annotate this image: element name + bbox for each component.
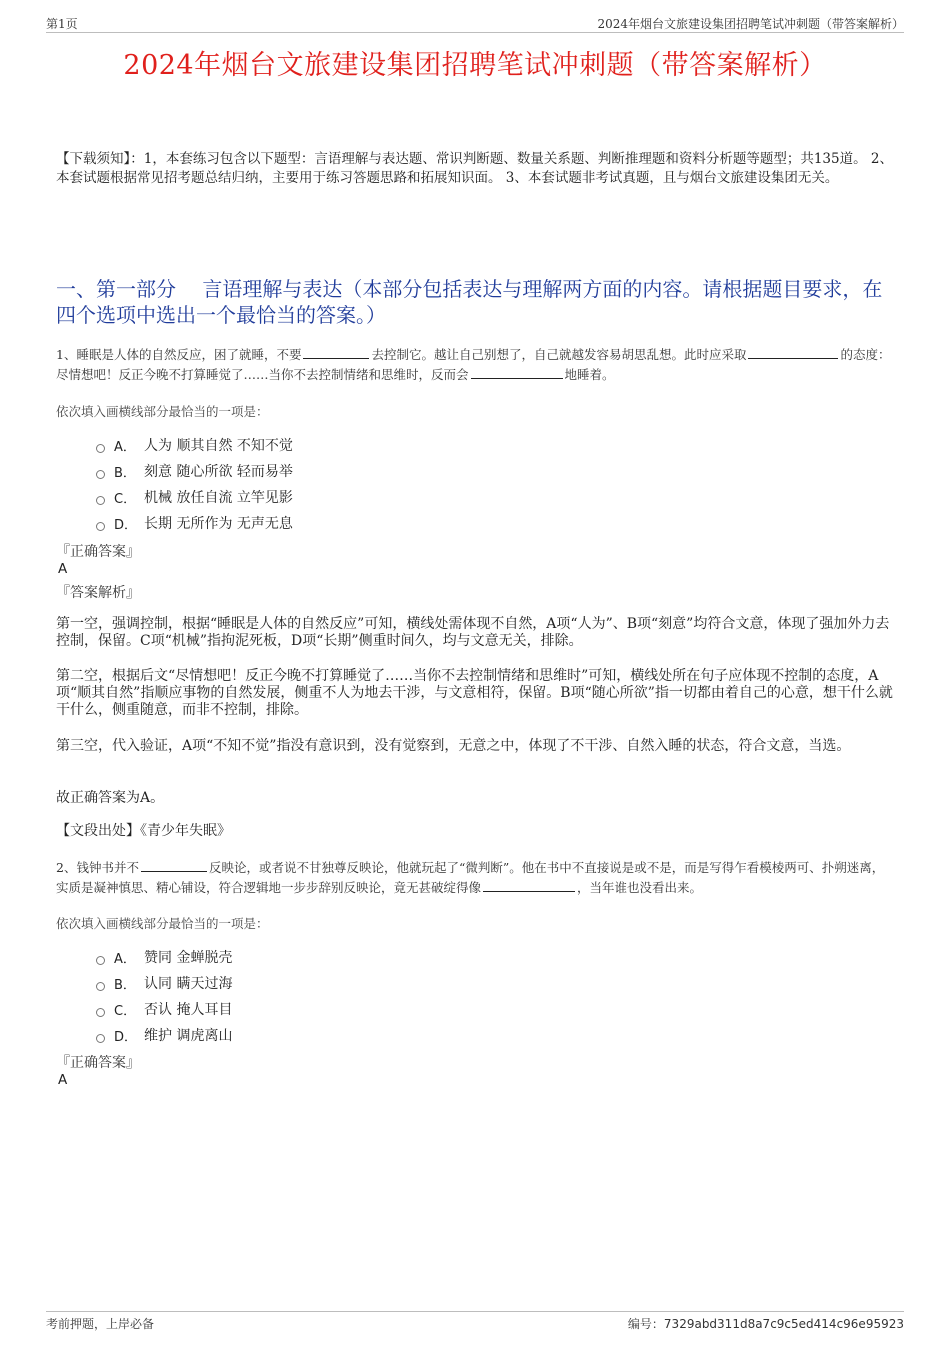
fill-blank (303, 346, 369, 359)
analysis-conclusion: 故正确答案为A。 (56, 790, 165, 806)
footer-slogan: 考前押题，上岸必备 (46, 1317, 155, 1331)
option-a[interactable]: A． 赞同 金蝉脱壳 (96, 944, 232, 970)
radio-icon[interactable] (96, 444, 105, 453)
fill-blank (141, 859, 207, 872)
page-footer (46, 1311, 904, 1332)
q1-text-part: 的态度：尽情想吧！反正今晚不打算睡觉了……当你不去控制情绪和思维时，反而会 (56, 347, 891, 382)
radio-icon[interactable] (96, 1034, 105, 1043)
analysis-label: 『答案解析』 (56, 585, 140, 601)
page-number: 第1页 (46, 17, 78, 31)
option-b[interactable]: B． 认同 瞒天过海 (96, 970, 232, 996)
radio-icon[interactable] (96, 470, 105, 479)
analysis-paragraph-3: 第三空，代入验证，A项“不知不觉”指没有意识到，没有觉察到，无意之中，体现了不干涉、自然入睡的状态，符合文意，当选。 (56, 738, 851, 754)
q2-text-part: 2、钱钟书并不 (56, 860, 139, 875)
option-d[interactable]: D． 长期 无所作为 无声无息 (96, 510, 293, 536)
correct-answer: A (58, 1072, 68, 1088)
radio-icon[interactable] (96, 1008, 105, 1017)
fill-blank (483, 879, 575, 892)
q2-text-part: ，当年谁也没看出来。 (577, 880, 703, 895)
question-2-prompt: 依次填入画横线部分最恰当的一项是： (56, 916, 269, 931)
fill-blank (471, 366, 563, 379)
question-1-prompt: 依次填入画横线部分最恰当的一项是： (56, 404, 269, 419)
question-2-text (56, 858, 892, 898)
analysis-paragraph-1: 第一空，强调控制，根据“睡眠是人体的自然反应”可知，横线处需体现不自然，A项“人为”、B项“刻意”均符合文意，体现了强加外力去控制，保留。C项“机械”指拘泥死板，D项“长期”侧重时间久，均与文意无关，排除。 (56, 616, 890, 649)
document-code: 编号：7329abd311d8a7c9c5ed414c96e95923 (627, 1317, 904, 1331)
radio-icon[interactable] (96, 522, 105, 531)
q2-text-part: 反映论，或者说不甘独尊反映论，他就玩起了“微判断”。他在书中不直接说是或不是，而是写得乍看模棱两可、扑朔迷离，实质是凝神慎思、精心铺设，符合逻辑地一步步辞别反映论，竟无甚破绽得像 (56, 860, 885, 895)
radio-icon[interactable] (96, 982, 105, 991)
analysis-paragraph-2: 第二空，根据后文“尽情想吧！反正今晚不打算睡觉了……当你不去控制情绪和思维时”可知，横线处所在句子应体现不控制的态度，A项“顺其自然”指顺应事物的自然发展，侧重不人为地去干涉，与文意相符，保留。B项“随心所欲”指一切都由着自己的心意，想干什么就干什么，侧重随意，而非不控制，排除。 (56, 668, 893, 718)
q1-text-part: 去控制它。越让自己别想了，自己就越发容易胡思乱想。此时应采取 (371, 347, 747, 362)
correct-answer-label: 『正确答案』 (56, 544, 140, 560)
q1-text-part: 地睡着。 (564, 367, 615, 382)
question-1-options (96, 432, 293, 536)
radio-icon[interactable] (96, 496, 105, 505)
q1-text-part: 1、睡眠是人体的自然反应，困了就睡，不要 (56, 347, 302, 362)
option-c[interactable]: C． 机械 放任自流 立竿见影 (96, 484, 293, 510)
document-title: 2024年烟台文旅建设集团招聘笔试冲刺题（带答案解析） (123, 50, 827, 81)
download-notice: 【下载须知】：1，本套练习包含以下题型：言语理解与表达题、常识判断题、数量关系题、判断推理题和资料分析题等题型；共135道。 2、本套试题根据常见招考题总结归纳，主要用于练习答题思路和拓展知识面。 3、本套试题非考试真题，且与烟台文旅建设集团无关。 (56, 151, 893, 186)
option-c[interactable]: C． 否认 掩人耳目 (96, 996, 232, 1022)
fill-blank (748, 346, 838, 359)
question-2-options (96, 944, 232, 1048)
text-source: 【文段出处】《青少年失眠》 (56, 823, 231, 839)
option-b[interactable]: B． 刻意 随心所欲 轻而易举 (96, 458, 293, 484)
header-doc-title: 2024年烟台文旅建设集团招聘笔试冲刺题（带答案解析） (597, 17, 904, 31)
radio-icon[interactable] (96, 956, 105, 965)
option-a[interactable]: A． 人为 顺其自然 不知不觉 (96, 432, 293, 458)
section-heading: 一、第一部分 言语理解与表达（本部分包括表达与理解两方面的内容。请根据题目要求，在四个选项中选出一个最恰当的答案。） (56, 277, 883, 327)
page-header (46, 14, 904, 33)
correct-answer-label: 『正确答案』 (56, 1055, 140, 1071)
question-1-text (56, 345, 892, 385)
correct-answer: A (58, 561, 68, 577)
option-d[interactable]: D． 维护 调虎离山 (96, 1022, 232, 1048)
